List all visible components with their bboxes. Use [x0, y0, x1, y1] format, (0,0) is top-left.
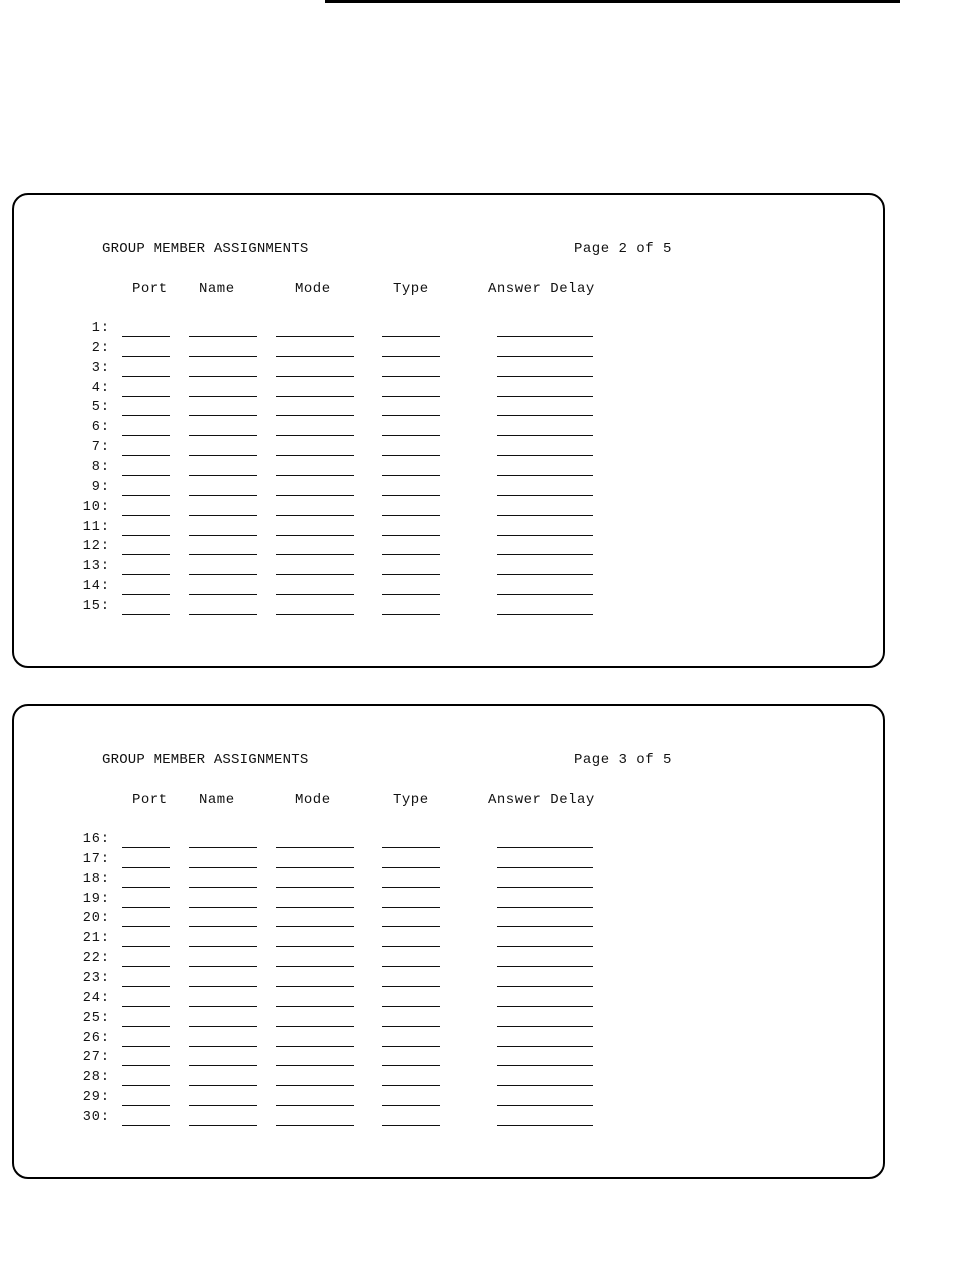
row-number-label: 30:: [82, 1109, 110, 1125]
port-field[interactable]: [122, 455, 170, 456]
table-row: [14, 852, 883, 872]
row-number-label: 9:: [91, 479, 110, 495]
answer-delay-field[interactable]: [497, 435, 593, 436]
type-field[interactable]: [382, 515, 440, 516]
panel-title: GROUP MEMBER ASSIGNMENTS: [102, 752, 309, 768]
type-field[interactable]: [382, 614, 440, 615]
mode-field[interactable]: [276, 574, 354, 575]
port-field[interactable]: [122, 554, 170, 555]
answer-delay-field[interactable]: [497, 847, 593, 848]
name-field[interactable]: [189, 336, 257, 337]
table-row: [14, 892, 883, 912]
type-field[interactable]: [382, 966, 440, 967]
answer-delay-field[interactable]: [497, 535, 593, 536]
page-indicator: Page 3 of 5: [574, 752, 672, 768]
answer-delay-field[interactable]: [497, 594, 593, 595]
name-field[interactable]: [189, 455, 257, 456]
table-row: [14, 1070, 883, 1090]
name-field[interactable]: [189, 574, 257, 575]
name-field[interactable]: [189, 554, 257, 555]
answer-delay-field[interactable]: [497, 1105, 593, 1106]
port-field[interactable]: [122, 495, 170, 496]
row-number-label: 22:: [82, 951, 110, 967]
name-field[interactable]: [189, 535, 257, 536]
name-field[interactable]: [189, 415, 257, 416]
table-row: [14, 420, 883, 440]
table-row: [14, 500, 883, 520]
name-field[interactable]: [189, 475, 257, 476]
column-header: Port: [132, 281, 168, 297]
answer-delay-field[interactable]: [497, 1006, 593, 1007]
column-header: Name: [199, 792, 235, 808]
row-number-label: 12:: [82, 539, 110, 555]
mode-field[interactable]: [276, 336, 354, 337]
name-field[interactable]: [189, 1105, 257, 1106]
row-number-label: 13:: [82, 559, 110, 575]
row-number-label: 21:: [82, 931, 110, 947]
port-field[interactable]: [122, 946, 170, 947]
mode-field[interactable]: [276, 1085, 354, 1086]
answer-delay-field[interactable]: [497, 1085, 593, 1086]
mode-field[interactable]: [276, 847, 354, 848]
mode-field[interactable]: [276, 907, 354, 908]
mode-field[interactable]: [276, 1065, 354, 1066]
port-field[interactable]: [122, 396, 170, 397]
page-indicator: Page 2 of 5: [574, 241, 672, 257]
mode-field[interactable]: [276, 946, 354, 947]
port-field[interactable]: [122, 535, 170, 536]
form-panel-page-2: [12, 193, 885, 668]
row-number-label: 23:: [82, 970, 110, 986]
row-number-label: 29:: [82, 1090, 110, 1106]
form-panel-page-3: [12, 704, 885, 1179]
row-number-label: 6:: [91, 420, 110, 436]
answer-delay-field[interactable]: [497, 887, 593, 888]
type-field[interactable]: [382, 455, 440, 456]
row-number-label: 24:: [82, 990, 110, 1006]
port-field[interactable]: [122, 1105, 170, 1106]
table-row: [14, 1090, 883, 1110]
row-number-label: 5:: [91, 400, 110, 416]
row-number-label: 17:: [82, 851, 110, 867]
name-field[interactable]: [189, 1125, 257, 1126]
table-row: [14, 951, 883, 971]
mode-field[interactable]: [276, 1105, 354, 1106]
table-row: [14, 579, 883, 599]
type-field[interactable]: [382, 1006, 440, 1007]
name-field[interactable]: [189, 1006, 257, 1007]
port-field[interactable]: [122, 1065, 170, 1066]
row-number-label: 7:: [91, 440, 110, 456]
port-field[interactable]: [122, 1006, 170, 1007]
name-field[interactable]: [189, 376, 257, 377]
mode-field[interactable]: [276, 986, 354, 987]
row-number-label: 20:: [82, 911, 110, 927]
port-field[interactable]: [122, 356, 170, 357]
column-header: Mode: [295, 792, 331, 808]
table-row: [14, 400, 883, 420]
type-field[interactable]: [382, 396, 440, 397]
type-field[interactable]: [382, 475, 440, 476]
name-field[interactable]: [189, 1085, 257, 1086]
type-field[interactable]: [382, 847, 440, 848]
answer-delay-field[interactable]: [497, 336, 593, 337]
port-field[interactable]: [122, 415, 170, 416]
mode-field[interactable]: [276, 1026, 354, 1027]
answer-delay-field[interactable]: [497, 356, 593, 357]
type-field[interactable]: [382, 1046, 440, 1047]
name-field[interactable]: [189, 907, 257, 908]
type-field[interactable]: [382, 1125, 440, 1126]
mode-field[interactable]: [276, 376, 354, 377]
mode-field[interactable]: [276, 867, 354, 868]
name-field[interactable]: [189, 946, 257, 947]
row-number-label: 27:: [82, 1050, 110, 1066]
type-field[interactable]: [382, 495, 440, 496]
type-field[interactable]: [382, 336, 440, 337]
name-field[interactable]: [189, 396, 257, 397]
name-field[interactable]: [189, 594, 257, 595]
port-field[interactable]: [122, 574, 170, 575]
mode-field[interactable]: [276, 887, 354, 888]
name-field[interactable]: [189, 356, 257, 357]
type-field[interactable]: [382, 887, 440, 888]
mode-field[interactable]: [276, 614, 354, 615]
name-field[interactable]: [189, 847, 257, 848]
row-number-label: 15:: [82, 598, 110, 614]
table-row: [14, 460, 883, 480]
table-row: [14, 599, 883, 619]
port-field[interactable]: [122, 594, 170, 595]
answer-delay-field[interactable]: [497, 515, 593, 516]
type-field[interactable]: [382, 356, 440, 357]
type-field[interactable]: [382, 867, 440, 868]
table-row: [14, 480, 883, 500]
type-field[interactable]: [382, 907, 440, 908]
answer-delay-field[interactable]: [497, 1026, 593, 1027]
type-field[interactable]: [382, 1105, 440, 1106]
row-number-label: 8:: [91, 459, 110, 475]
column-header: Type: [393, 281, 429, 297]
port-field[interactable]: [122, 926, 170, 927]
answer-delay-field[interactable]: [497, 475, 593, 476]
answer-delay-field[interactable]: [497, 1065, 593, 1066]
mode-field[interactable]: [276, 396, 354, 397]
column-header: Type: [393, 792, 429, 808]
port-field[interactable]: [122, 475, 170, 476]
name-field[interactable]: [189, 926, 257, 927]
table-row: [14, 872, 883, 892]
type-field[interactable]: [382, 415, 440, 416]
table-row: [14, 832, 883, 852]
table-row: [14, 1050, 883, 1070]
name-field[interactable]: [189, 867, 257, 868]
table-row: [14, 1011, 883, 1031]
answer-delay-field[interactable]: [497, 614, 593, 615]
answer-delay-field[interactable]: [497, 946, 593, 947]
name-field[interactable]: [189, 986, 257, 987]
name-field[interactable]: [189, 1065, 257, 1066]
column-header: Mode: [295, 281, 331, 297]
top-rule: [325, 0, 900, 3]
answer-delay-field[interactable]: [497, 966, 593, 967]
table-row: [14, 931, 883, 951]
type-field[interactable]: [382, 1026, 440, 1027]
type-field[interactable]: [382, 554, 440, 555]
answer-delay-field[interactable]: [497, 376, 593, 377]
table-row: [14, 1110, 883, 1130]
mode-field[interactable]: [276, 594, 354, 595]
mode-field[interactable]: [276, 966, 354, 967]
mode-field[interactable]: [276, 356, 354, 357]
answer-delay-field[interactable]: [497, 396, 593, 397]
table-row: [14, 539, 883, 559]
row-number-label: 3:: [91, 360, 110, 376]
port-field[interactable]: [122, 1046, 170, 1047]
mode-field[interactable]: [276, 1125, 354, 1126]
table-row: [14, 381, 883, 401]
port-field[interactable]: [122, 867, 170, 868]
table-row: [14, 991, 883, 1011]
name-field[interactable]: [189, 515, 257, 516]
answer-delay-field[interactable]: [497, 986, 593, 987]
mode-field[interactable]: [276, 515, 354, 516]
panel-title: GROUP MEMBER ASSIGNMENTS: [102, 241, 309, 257]
row-number-label: 19:: [82, 891, 110, 907]
port-field[interactable]: [122, 887, 170, 888]
answer-delay-field[interactable]: [497, 867, 593, 868]
mode-field[interactable]: [276, 435, 354, 436]
port-field[interactable]: [122, 336, 170, 337]
table-row: [14, 440, 883, 460]
port-field[interactable]: [122, 966, 170, 967]
name-field[interactable]: [189, 966, 257, 967]
mode-field[interactable]: [276, 535, 354, 536]
mode-field[interactable]: [276, 495, 354, 496]
type-field[interactable]: [382, 574, 440, 575]
port-field[interactable]: [122, 907, 170, 908]
mode-field[interactable]: [276, 1046, 354, 1047]
row-number-label: 4:: [91, 380, 110, 396]
row-number-label: 11:: [82, 519, 110, 535]
type-field[interactable]: [382, 926, 440, 927]
answer-delay-field[interactable]: [497, 926, 593, 927]
column-header: Answer Delay: [488, 281, 595, 297]
port-field[interactable]: [122, 376, 170, 377]
type-field[interactable]: [382, 1065, 440, 1066]
name-field[interactable]: [189, 435, 257, 436]
table-row: [14, 341, 883, 361]
answer-delay-field[interactable]: [497, 415, 593, 416]
type-field[interactable]: [382, 376, 440, 377]
table-row: [14, 911, 883, 931]
type-field[interactable]: [382, 535, 440, 536]
port-field[interactable]: [122, 435, 170, 436]
name-field[interactable]: [189, 887, 257, 888]
port-field[interactable]: [122, 515, 170, 516]
column-header: Answer Delay: [488, 792, 595, 808]
mode-field[interactable]: [276, 926, 354, 927]
row-number-label: 18:: [82, 871, 110, 887]
mode-field[interactable]: [276, 475, 354, 476]
name-field[interactable]: [189, 495, 257, 496]
mode-field[interactable]: [276, 554, 354, 555]
row-number-label: 25:: [82, 1010, 110, 1026]
table-row: [14, 361, 883, 381]
row-number-label: 1:: [91, 321, 110, 336]
answer-delay-field[interactable]: [497, 1046, 593, 1047]
answer-delay-field[interactable]: [497, 495, 593, 496]
port-field[interactable]: [122, 986, 170, 987]
table-row: [14, 321, 883, 341]
type-field[interactable]: [382, 946, 440, 947]
answer-delay-field[interactable]: [497, 907, 593, 908]
mode-field[interactable]: [276, 1006, 354, 1007]
port-field[interactable]: [122, 847, 170, 848]
row-number-label: 16:: [82, 832, 110, 847]
type-field[interactable]: [382, 986, 440, 987]
column-header: Name: [199, 281, 235, 297]
port-field[interactable]: [122, 1085, 170, 1086]
name-field[interactable]: [189, 1026, 257, 1027]
table-row: [14, 559, 883, 579]
answer-delay-field[interactable]: [497, 554, 593, 555]
type-field[interactable]: [382, 435, 440, 436]
table-row: [14, 520, 883, 540]
port-field[interactable]: [122, 1125, 170, 1126]
row-number-label: 10:: [82, 499, 110, 515]
port-field[interactable]: [122, 1026, 170, 1027]
column-header: Port: [132, 792, 168, 808]
answer-delay-field[interactable]: [497, 455, 593, 456]
row-number-label: 26:: [82, 1030, 110, 1046]
row-number-label: 28:: [82, 1070, 110, 1086]
table-row: [14, 971, 883, 991]
name-field[interactable]: [189, 614, 257, 615]
mode-field[interactable]: [276, 455, 354, 456]
type-field[interactable]: [382, 594, 440, 595]
answer-delay-field[interactable]: [497, 574, 593, 575]
answer-delay-field[interactable]: [497, 1125, 593, 1126]
port-field[interactable]: [122, 614, 170, 615]
row-number-label: 2:: [91, 340, 110, 356]
row-number-label: 14:: [82, 579, 110, 595]
table-row: [14, 1031, 883, 1051]
type-field[interactable]: [382, 1085, 440, 1086]
mode-field[interactable]: [276, 415, 354, 416]
name-field[interactable]: [189, 1046, 257, 1047]
